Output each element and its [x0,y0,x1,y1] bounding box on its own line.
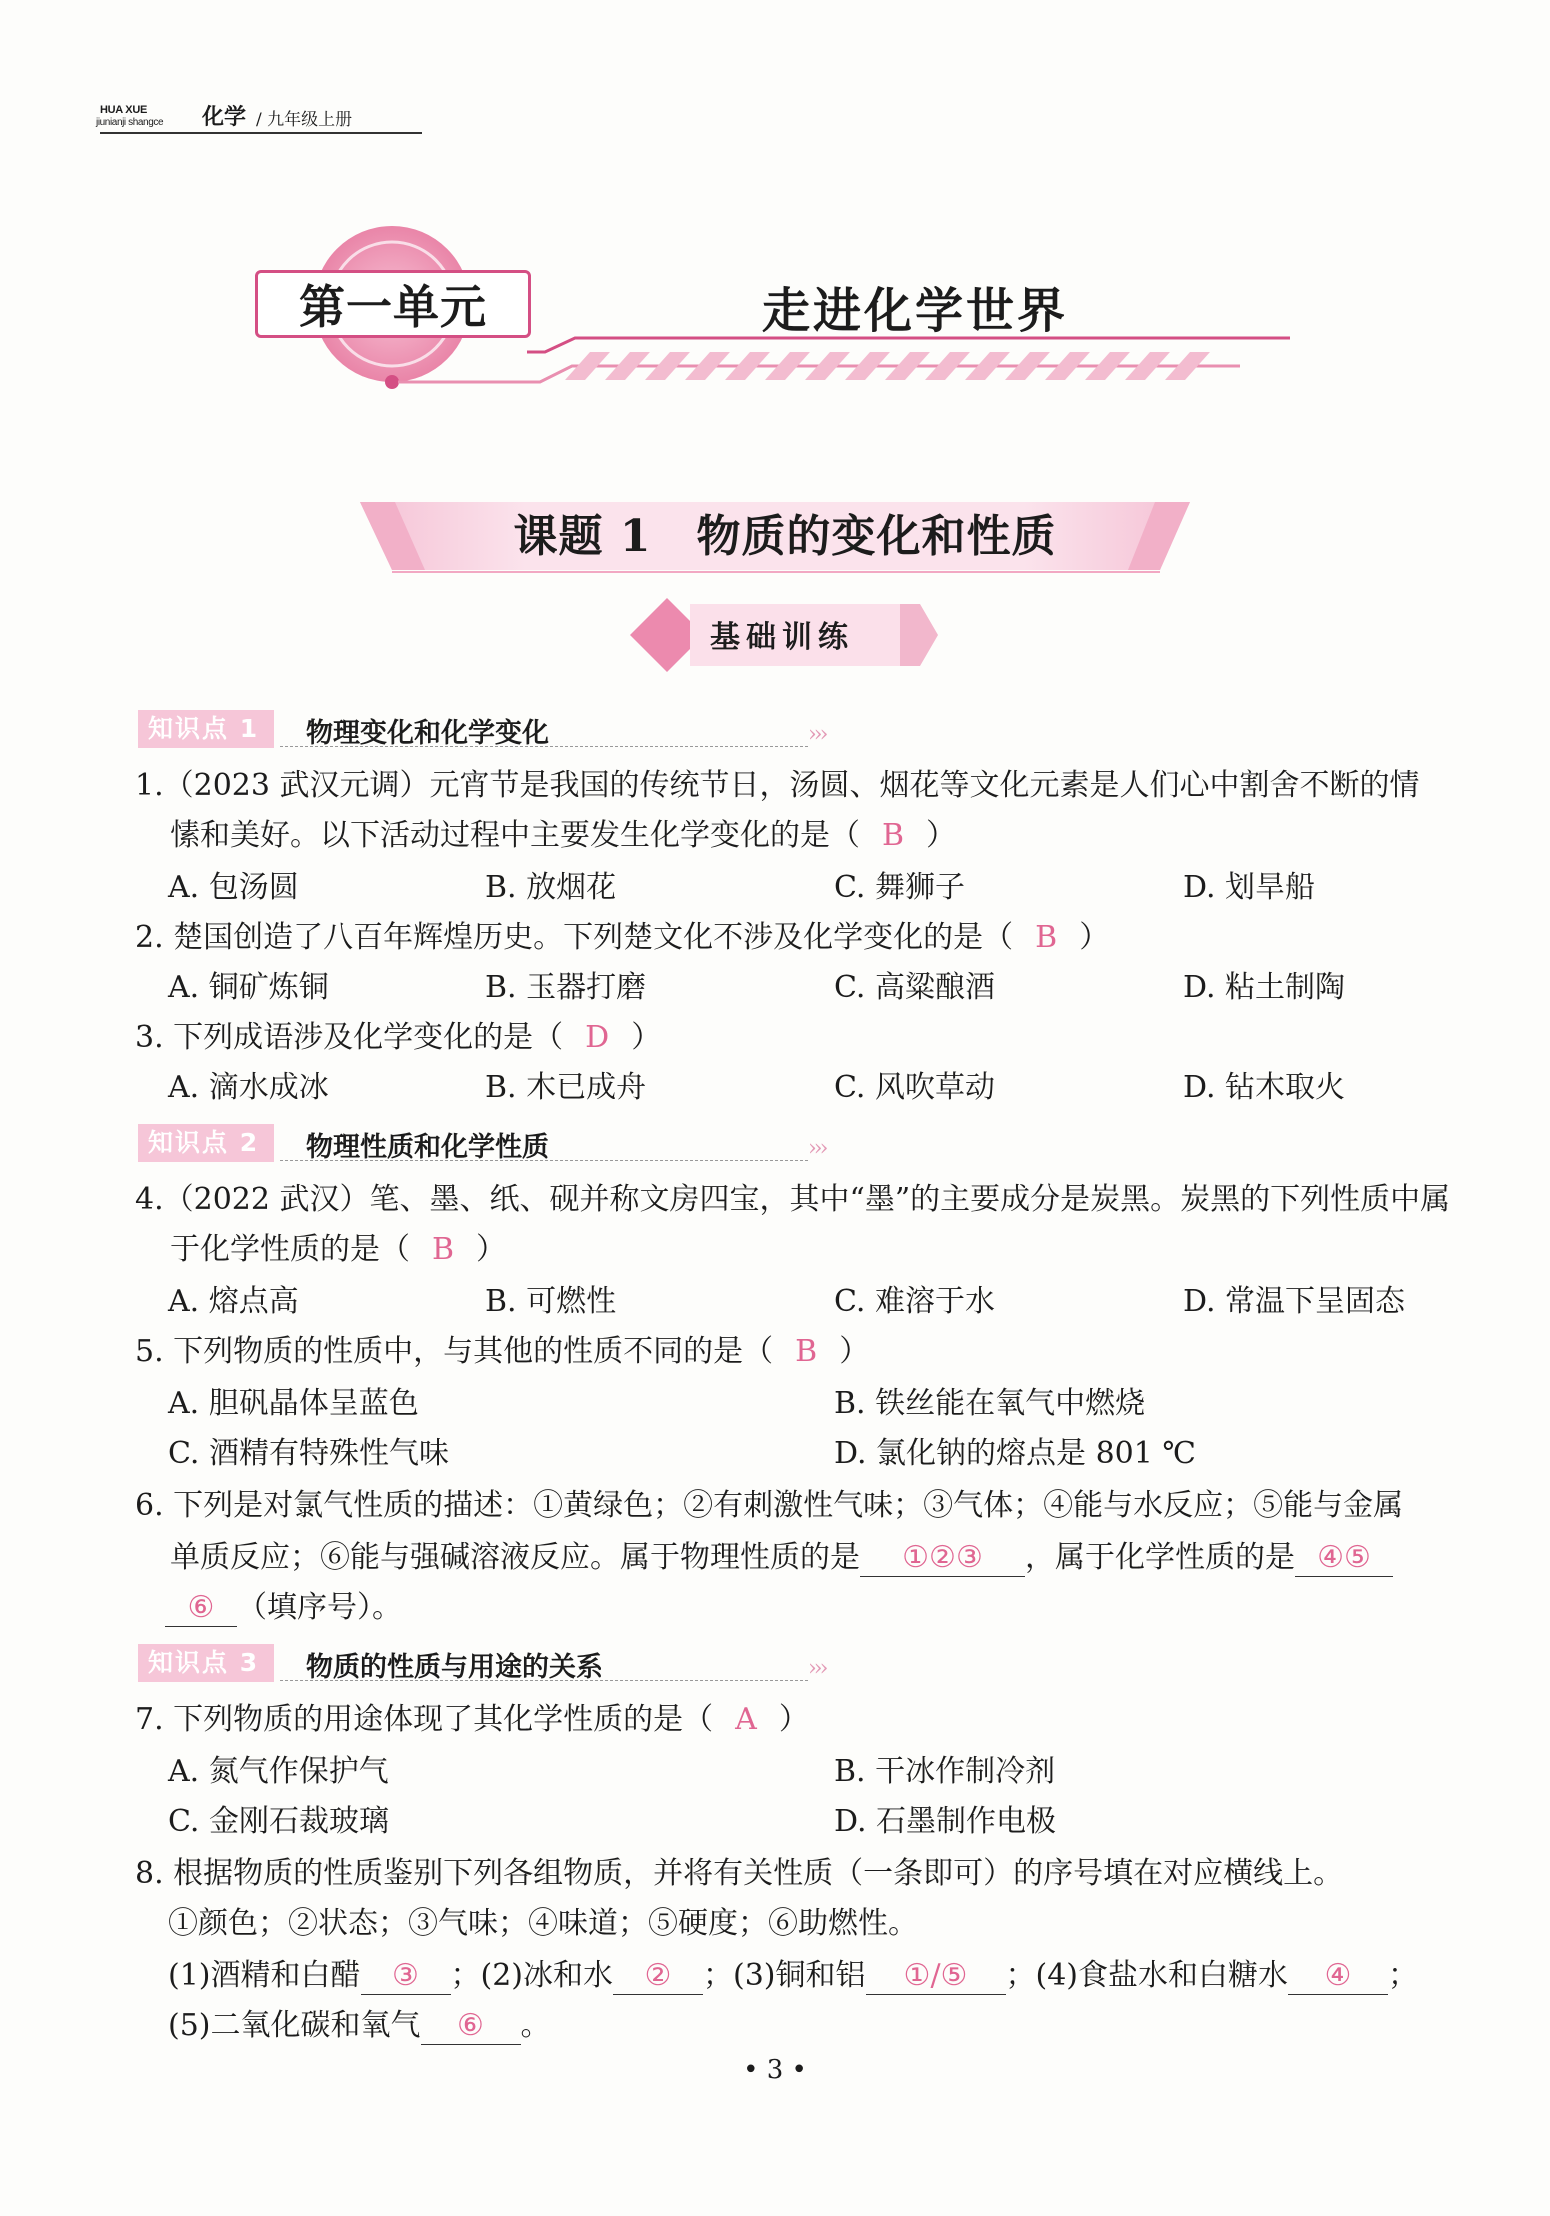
option: B. 放烟花 [485,870,617,905]
knowledge-point-tag-2: 知识点 2 [138,1124,274,1162]
q5-answer: B [795,1334,818,1369]
knowledge-point-tag-3: 知识点 3 [138,1644,274,1682]
q5-stem: 5. 下列物质的性质中，与其他的性质不同的是（ B ） [135,1334,870,1369]
option: B. 可燃性 [485,1284,617,1319]
chevron-icon: ››› [808,1656,826,1681]
option: C. 高粱酿酒 [834,970,995,1005]
q8-blank-3[interactable]: ①/⑤ [866,1958,1006,1995]
option: C. 舞狮子 [834,870,965,905]
q1-answer: B [882,818,905,853]
header-grade: / 九年级上册 [256,110,353,130]
option: A. 胆矾晶体呈蓝色 [168,1386,419,1421]
q6-stem-line1: 6. 下列是对氯气性质的描述：①黄绿色；②有刺激性气味；③气体；④能与水反应；⑤能与金属 [135,1488,1404,1523]
knowledge-point-title-2: 物理性质和化学性质 [306,1132,549,1163]
chevron-icon: ››› [808,722,826,747]
q6-stem-line2: 单质反应；⑥能与强碱溶液反应。属于物理性质的是 ①②③ ，属于化学性质的是 ④⑤ [170,1538,1393,1578]
q8-blank-1[interactable]: ③ [361,1958,451,1995]
option: D. 划旱船 [1183,870,1316,905]
q4-stem-line2: 于化学性质的是（ B ） [170,1232,507,1267]
option: A. 铜矿炼铜 [168,970,329,1005]
option: C. 酒精有特殊性气味 [168,1436,449,1471]
divider [280,746,808,747]
q6-blank-chemical-cont[interactable]: ⑥ [165,1590,237,1627]
divider [280,1680,808,1681]
knowledge-point-title-3: 物质的性质与用途的关系 [306,1652,603,1683]
option: A. 滴水成冰 [168,1070,329,1105]
option: C. 难溶于水 [834,1284,995,1319]
q7-stem: 7. 下列物质的用途体现了其化学性质的是（ A ） [135,1702,809,1737]
q3-stem: 3. 下列成语涉及化学变化的是（ D ） [135,1020,662,1055]
section-label: 基础训练 [710,620,854,655]
divider [280,1160,808,1161]
option: A. 氮气作保护气 [168,1754,389,1789]
q7-answer: A [735,1702,757,1737]
q1-stem-line2: 愫和美好。以下活动过程中主要发生化学变化的是（ B ） [170,818,957,853]
option: B. 玉器打磨 [485,970,647,1005]
q8-properties: ①颜色；②状态；③气味；④味道；⑤硬度；⑥助燃性。 [168,1906,918,1941]
q8-stem: 8. 根据物质的性质鉴别下列各组物质，并将有关性质（一条即可）的序号填在对应横线上。 [135,1856,1344,1891]
header-pinyin-grade: jiunianji shangce [96,117,164,128]
q4-stem-line1: 4.（2022 武汉）笔、墨、纸、砚并称文房四宝，其中“墨”的主要成分是炭黑。炭黑的下列性质中属 [135,1182,1451,1217]
option: C. 金刚石裁玻璃 [168,1804,389,1839]
q2-answer: B [1035,920,1058,955]
q2-stem: 2. 楚国创造了八百年辉煌历史。下列楚文化不涉及化学变化的是（ B ） [135,920,1110,955]
q6-blank-physical[interactable]: ①②③ [860,1540,1025,1577]
option: A. 熔点高 [168,1284,299,1319]
unit-banner-decoration [0,0,1550,440]
header-pinyin-subject: HUA XUE [100,104,147,116]
option: D. 钻木取火 [1183,1070,1346,1105]
knowledge-point-tag-1: 知识点 1 [138,710,274,748]
unit-label: 第一单元 [255,270,531,338]
q8-pairs-line2: (5)二氧化碳和氧气 ⑥ 。 [168,2008,551,2043]
knowledge-point-title-1: 物理变化和化学变化 [306,718,549,749]
option: B. 铁丝能在氧气中燃烧 [834,1386,1146,1421]
option: A. 包汤圆 [168,870,299,905]
option: D. 氯化钠的熔点是 801 ℃ [834,1436,1196,1471]
unit-title: 走进化学世界 [761,283,1068,339]
q8-blank-5[interactable]: ⑥ [421,2008,521,2045]
option: D. 石墨制作电极 [834,1804,1057,1839]
q8-blank-2[interactable]: ② [613,1958,703,1995]
option: D. 粘土制陶 [1183,970,1346,1005]
option: B. 干冰作制冷剂 [834,1754,1056,1789]
q1-stem-line1: 1.（2023 武汉元调）元宵节是我国的传统节日，汤圆、烟花等文化元素是人们心中割舍不断的情 [135,768,1420,803]
q8-pairs-line1: (1)酒精和白醋 ③ ；(2)冰和水 ② ；(3)铜和铝 ①/⑤ ；(4)食盐水和白糖水 ④ ； [168,1958,1418,1993]
page-number: • 3 • [743,2055,807,2085]
q6-blank-chemical[interactable]: ④⑤ [1295,1540,1393,1577]
option: D. 常温下呈固态 [1183,1284,1406,1319]
q8-blank-4[interactable]: ④ [1288,1958,1388,1995]
q3-answer: D [585,1020,610,1055]
lesson-title: 课题 1 物质的变化和性质 [513,511,1057,562]
option: C. 风吹草动 [834,1070,995,1105]
header-subject: 化学 [202,105,247,130]
option: B. 木已成舟 [485,1070,647,1105]
q6-stem-line3: ⑥ （填序号）。 [165,1588,402,1628]
chevron-icon: ››› [808,1136,826,1161]
q4-answer: B [432,1232,455,1267]
